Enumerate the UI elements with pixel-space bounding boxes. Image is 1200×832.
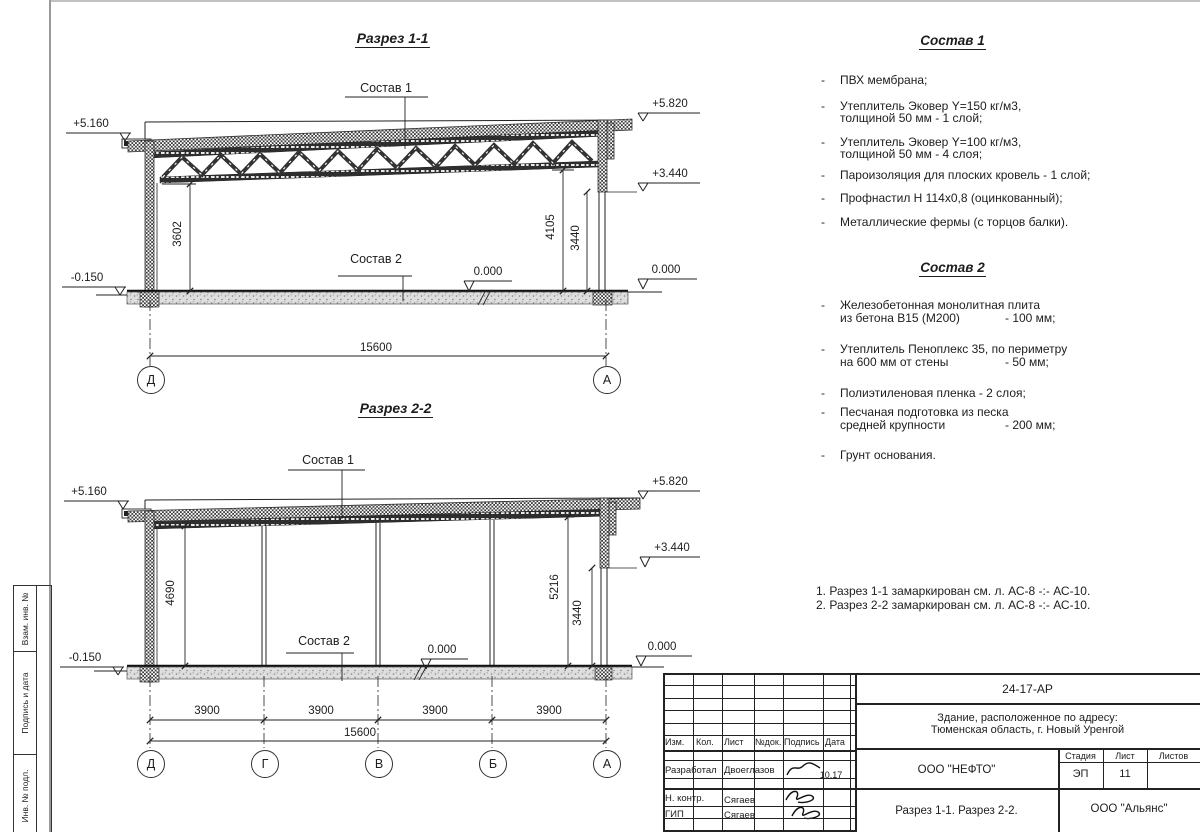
bullet: - [821, 73, 825, 87]
list-item: Утеплитель Эковер Y=150 кг/м3, [840, 99, 1022, 113]
sostav1-label-s1: Состав 1 [360, 81, 412, 95]
list-item: Железобетонная монолитная плита [840, 298, 1041, 312]
elev-right-zero-s1: 0.000 [651, 264, 681, 276]
list-item-value: - 100 мм; [1005, 311, 1056, 325]
tb-line [850, 673, 851, 831]
elev-floor-zero-s1: 0.000 [473, 266, 503, 278]
tb-stage-header: Стадия [1065, 751, 1096, 761]
bullet: - [821, 448, 825, 462]
side-stamp-label-podpis: Подпись и дата [20, 672, 30, 734]
section-1-1-drawing [62, 97, 700, 366]
dim-3440-s2: 3440 [572, 600, 584, 626]
side-stamp-label-inv: Инв. № подл. [20, 769, 30, 823]
list-item-value: - 200 мм; [1005, 418, 1056, 432]
note-line: 2. Разрез 2-2 замаркирован см. л. АС-8 -:- АС-10. [816, 598, 1091, 612]
bullet: - [821, 405, 825, 419]
dim-4105: 4105 [545, 214, 557, 240]
tb-object-line2: Тюменская область, г. Новый Уренгой [930, 724, 1125, 736]
bullet: - [821, 298, 825, 312]
tb-line [855, 748, 1200, 750]
tb-line [663, 818, 855, 819]
dim-3900-2: 3900 [308, 705, 334, 717]
tb-col-podpis: Подпись [784, 737, 820, 747]
dim-4690: 4690 [165, 580, 177, 606]
axis-bubble-v-s2: В [365, 750, 393, 778]
axis-bubble-d-s1: Д [137, 366, 165, 394]
tb-line [663, 685, 855, 686]
tb-line [663, 673, 1200, 675]
tb-col-ndok: №док. [755, 737, 782, 747]
tb-gip-label: ГИП [665, 809, 684, 820]
list-item: Профнастил Н 114х0,8 (оцинкованный); [840, 191, 1063, 205]
elev-right-mid-s1: +3.440 [652, 168, 688, 180]
tb-col-izm: Изм. [665, 737, 685, 747]
dim-15600-s2: 15600 [344, 727, 376, 739]
elev-left-top-s2: +5.160 [71, 486, 107, 498]
tb-line [1058, 762, 1200, 763]
tb-line [663, 788, 855, 790]
tb-line [663, 735, 855, 736]
list-item: Песчаная подготовка из песка [840, 405, 1009, 419]
sostav2-label-s1: Состав 2 [350, 252, 402, 266]
list-item: толщиной 50 мм - 1 слой; [840, 111, 983, 125]
elev-right-top-s1: +5.820 [652, 98, 688, 110]
section-2-2-title: Разрез 2-2 [359, 400, 432, 416]
list-item: на 600 мм от стены [840, 355, 949, 369]
bullet: - [821, 191, 825, 205]
tb-org: ООО "НЕФТО" [917, 764, 996, 776]
elev-left-bottom-s2: -0.150 [68, 652, 102, 664]
section-1-1-title: Разрез 1-1 [356, 30, 429, 46]
tb-line [663, 723, 855, 724]
tb-sheet-header: Лист [1115, 751, 1135, 761]
tb-developed-name: Двоеглазов [724, 765, 775, 776]
list-item: Грунт основания. [840, 448, 936, 462]
list-item: толщиной 50 мм - 4 слоя; [840, 147, 983, 161]
tb-contractor: ООО "Альянс" [1090, 803, 1168, 815]
axis-bubble-b-s2: Б [479, 750, 507, 778]
tb-line [663, 710, 855, 711]
note-line: 1. Разрез 1-1 замаркирован см. л. АС-8 -:- АС-10. [816, 584, 1091, 598]
elev-right-mid-s2: +3.440 [654, 542, 690, 554]
list-item: из бетона В15 (М200) [840, 311, 960, 325]
bullet: - [821, 168, 825, 182]
sostav1-list-title: Состав 1 [920, 33, 985, 48]
dim-3900-3: 3900 [422, 705, 448, 717]
dim-3602: 3602 [172, 221, 184, 247]
bullet: - [821, 342, 825, 356]
tb-sheet-value: 11 [1119, 768, 1131, 780]
tb-developed-date: 10.17 [819, 770, 843, 780]
axis-bubble-a-s1: А [593, 366, 621, 394]
elev-right-zero-s2: 0.000 [647, 641, 677, 653]
elev-floor-zero-s2: 0.000 [427, 644, 457, 656]
tb-line [663, 806, 855, 807]
elev-left-top-s1: +5.160 [73, 118, 109, 130]
bullet: - [821, 386, 825, 400]
tb-line [663, 750, 855, 752]
tb-object-line1: Здание, расположенное по адресу: [937, 712, 1118, 724]
list-item: Металлические фермы (с торцов балки). [840, 215, 1069, 229]
tb-line [663, 760, 855, 761]
tb-doc-code: 24-17-АР [1002, 682, 1053, 696]
tb-sheets-header: Листов [1158, 751, 1189, 761]
tb-line [663, 830, 855, 832]
dim-3900-1: 3900 [194, 705, 220, 717]
list-item: средней крупности [840, 418, 946, 432]
list-item: ПВХ мембрана; [840, 73, 928, 87]
side-stamp [13, 585, 52, 832]
tb-ncontrol-label: Н. контр. [665, 793, 705, 804]
axis-bubble-g-s2: Г [251, 750, 279, 778]
tb-line [855, 703, 1200, 705]
title-block [663, 673, 1200, 832]
dim-3440-s1: 3440 [570, 225, 582, 251]
tb-line [693, 673, 694, 831]
list-item: Утеплитель Пеноплекс 35, по периметру [840, 342, 1068, 356]
sostav2-label-s2: Состав 2 [298, 634, 350, 648]
tb-ncontrol-name: Сягаев [724, 795, 755, 806]
dim-15600-s1: 15600 [360, 342, 392, 354]
tb-line [754, 673, 755, 831]
axis-bubble-a-s2: А [593, 750, 621, 778]
bullet: - [821, 99, 825, 113]
dim-3900-4: 3900 [536, 705, 562, 717]
sostav2-list-title: Состав 2 [920, 260, 985, 275]
list-item-value: - 50 мм; [1005, 355, 1049, 369]
list-item: Пароизоляция для плоских кровель - 1 слой; [840, 168, 1091, 182]
tb-line [663, 698, 855, 699]
tb-line [855, 788, 1200, 790]
side-stamp-label-vzam: Взам. инв. № [20, 592, 30, 646]
tb-col-data: Дата [825, 737, 845, 747]
bullet: - [821, 135, 825, 149]
bullet: - [821, 215, 825, 229]
tb-line [783, 673, 784, 831]
tb-developed-label: Разработал [665, 765, 717, 776]
tb-gip-name: Сягаев [724, 810, 755, 821]
axis-bubble-d-s2: Д [137, 750, 165, 778]
tb-line [823, 673, 824, 831]
tb-stage-value: ЭП [1072, 768, 1089, 780]
tb-sheet-title: Разрез 1-1. Разрез 2-2. [895, 805, 1018, 817]
list-item: Полиэтиленовая пленка - 2 слоя; [840, 386, 1026, 400]
tb-col-list: Лист [724, 737, 744, 747]
tb-col-kol: Кол. [696, 737, 714, 747]
tb-line [722, 673, 723, 831]
section-2-2-drawing [60, 470, 700, 748]
elev-left-bottom-s1: -0.150 [70, 272, 104, 284]
list-item: Утеплитель Эковер Y=100 кг/м3, [840, 135, 1022, 149]
elev-right-top-s2: +5.820 [652, 476, 688, 488]
dim-5216: 5216 [549, 574, 561, 600]
sostav1-label-s2: Состав 1 [302, 453, 354, 467]
